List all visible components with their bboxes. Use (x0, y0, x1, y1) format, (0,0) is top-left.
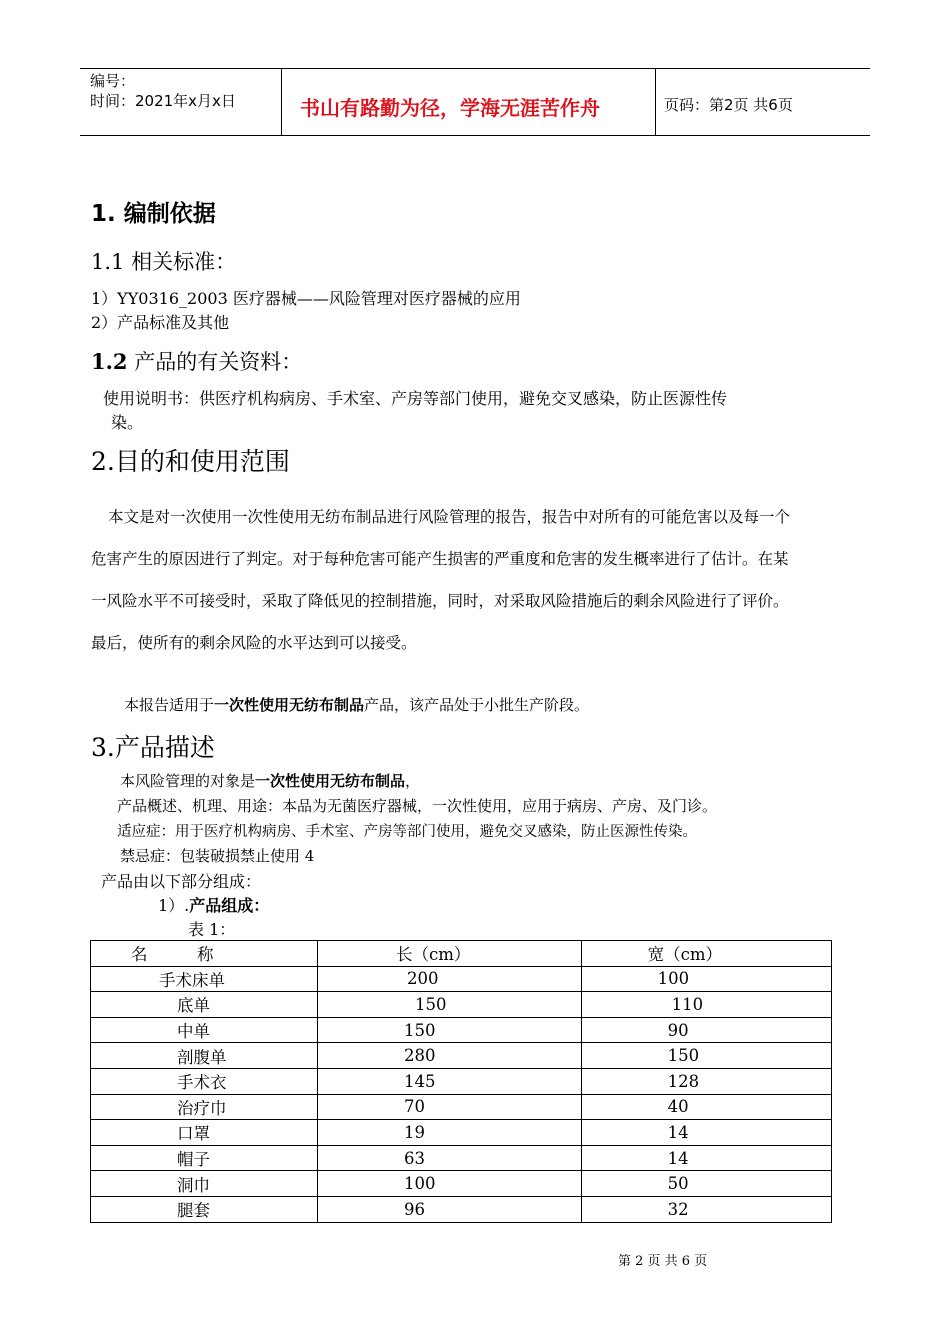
table-row (91, 1068, 832, 1094)
row-name: 治疗巾 (91, 1094, 318, 1120)
section-2-title: 2.目的和使用范围 (91, 447, 290, 476)
header-motto: 书山有路勤为径，学海无涯苦作舟 (300, 96, 600, 120)
risk-object-post: ， (405, 772, 421, 790)
purpose-paragraph (91, 496, 861, 664)
section-1-title: 1. 编制依据 (91, 201, 216, 227)
row-length: 100 (318, 1171, 582, 1197)
table-row (91, 1043, 832, 1069)
composition-title: 产品组成： (189, 896, 270, 915)
row-width: 100 (581, 966, 831, 992)
product-overview: 产品概述、机理、用途：本品为无菌医疗器械，一次性使用，应用于病房、产房、及门诊。 (117, 797, 718, 815)
row-width: 40 (581, 1094, 831, 1120)
manual-text-line1: 使用说明书：供医疗机构病房、手术室、产房等部门使用，避免交叉感染，防止医源性传 (103, 389, 728, 408)
section-1-2-title (91, 346, 302, 376)
risk-object-pre: 本风险管理的对象是 (120, 772, 256, 790)
header-number-label: 编号： (90, 72, 136, 90)
header-divider-right (655, 68, 656, 136)
header-bottom-rule (80, 135, 870, 136)
row-name: 手术衣 (91, 1068, 318, 1094)
row-width: 14 (581, 1120, 831, 1146)
page-footer: 第 2 页 共 6 页 (618, 1254, 708, 1269)
row-width: 90 (581, 1017, 831, 1043)
row-length: 145 (318, 1068, 582, 1094)
row-length: 200 (318, 966, 582, 992)
row-width: 14 (581, 1145, 831, 1171)
table-row (91, 1145, 832, 1171)
row-length: 19 (318, 1120, 582, 1146)
header-length: 长（cm） (318, 941, 582, 967)
row-length: 150 (318, 1017, 582, 1043)
row-width: 150 (581, 1043, 831, 1069)
row-length: 63 (318, 1145, 582, 1171)
product-composition-table (90, 940, 832, 1223)
row-width: 128 (581, 1068, 831, 1094)
risk-object-product: 一次性使用无纺布制品 (255, 772, 406, 790)
product-contraindication: 禁忌症：包装破损禁止使用 4 (120, 847, 315, 865)
row-name: 底单 (91, 992, 318, 1018)
purpose-line-1: 本文是对一次使用一次性使用无纺布制品进行风险管理的报告，报告中对所有的可能危害以及每一个 (108, 508, 791, 526)
header-divider-left (281, 68, 282, 136)
table-row (91, 1017, 832, 1043)
table-row (91, 1120, 832, 1146)
risk-object-line (120, 770, 420, 791)
row-name: 洞巾 (91, 1171, 318, 1197)
table-row (91, 1196, 832, 1222)
header-time-label: 时间：2021年x月x日 (90, 92, 236, 110)
scope-pre: 本报告适用于 (124, 696, 215, 714)
row-name: 中单 (91, 1017, 318, 1043)
standard-item-2: 2）产品标准及其他 (91, 313, 230, 332)
row-name: 口罩 (91, 1120, 318, 1146)
table-row (91, 1094, 832, 1120)
manual-text-line2: 染。 (111, 413, 144, 432)
header-width: 宽（cm） (581, 941, 831, 967)
purpose-line-2: 危害产生的原因进行了判定。对于每种危害可能产生损害的严重度和危害的发生概率进行了估计。在某 (91, 550, 789, 568)
purpose-line-4: 最后，使所有的剩余风险的水平达到可以接受。 (91, 634, 417, 652)
product-composition-heading (158, 893, 269, 916)
composition-number: 1）. (158, 896, 190, 915)
table-row (91, 992, 832, 1018)
row-length: 280 (318, 1043, 582, 1069)
row-name: 手术床单 (91, 966, 318, 992)
table-header-row (91, 941, 832, 967)
row-width: 50 (581, 1171, 831, 1197)
row-name: 剖腹单 (91, 1043, 318, 1069)
header-page-info: 页码：第2页 共6页 (664, 96, 793, 114)
row-width: 32 (581, 1196, 831, 1222)
purpose-line-3: 一风险水平不可接受时，采取了降低见的控制措施，同时，对采取风险措施后的剩余风险进行了评价。 (91, 592, 789, 610)
row-length: 70 (318, 1094, 582, 1120)
scope-statement (124, 694, 589, 715)
row-width: 110 (581, 992, 831, 1018)
table-row (91, 966, 832, 992)
header-top-rule (80, 68, 870, 69)
scope-product: 一次性使用无纺布制品 (214, 696, 365, 714)
standard-item-1: 1）YY0316_2003 医疗器械——风险管理对医疗器械的应用 (91, 289, 521, 308)
header-name: 名 称 (91, 941, 318, 967)
row-name: 帽子 (91, 1145, 318, 1171)
section-1-2-label: 产品的有关资料： (127, 350, 303, 374)
row-length: 150 (318, 992, 582, 1018)
section-1-1-title: 1.1 相关标准： (91, 250, 237, 274)
product-parts-intro: 产品由以下部分组成： (101, 872, 262, 891)
section-3-title: 3.产品描述 (91, 733, 215, 762)
section-1-2-number: 1.2 (91, 349, 128, 374)
row-length: 96 (318, 1196, 582, 1222)
table-row (91, 1171, 832, 1197)
row-name: 腿套 (91, 1196, 318, 1222)
table-caption: 表 1： (188, 920, 236, 939)
scope-post: 产品，该产品处于小批生产阶段。 (364, 696, 590, 714)
product-indication: 适应症：用于医疗机构病房、手术室、产房等部门使用，避免交叉感染，防止医源性传染。 (117, 824, 697, 840)
